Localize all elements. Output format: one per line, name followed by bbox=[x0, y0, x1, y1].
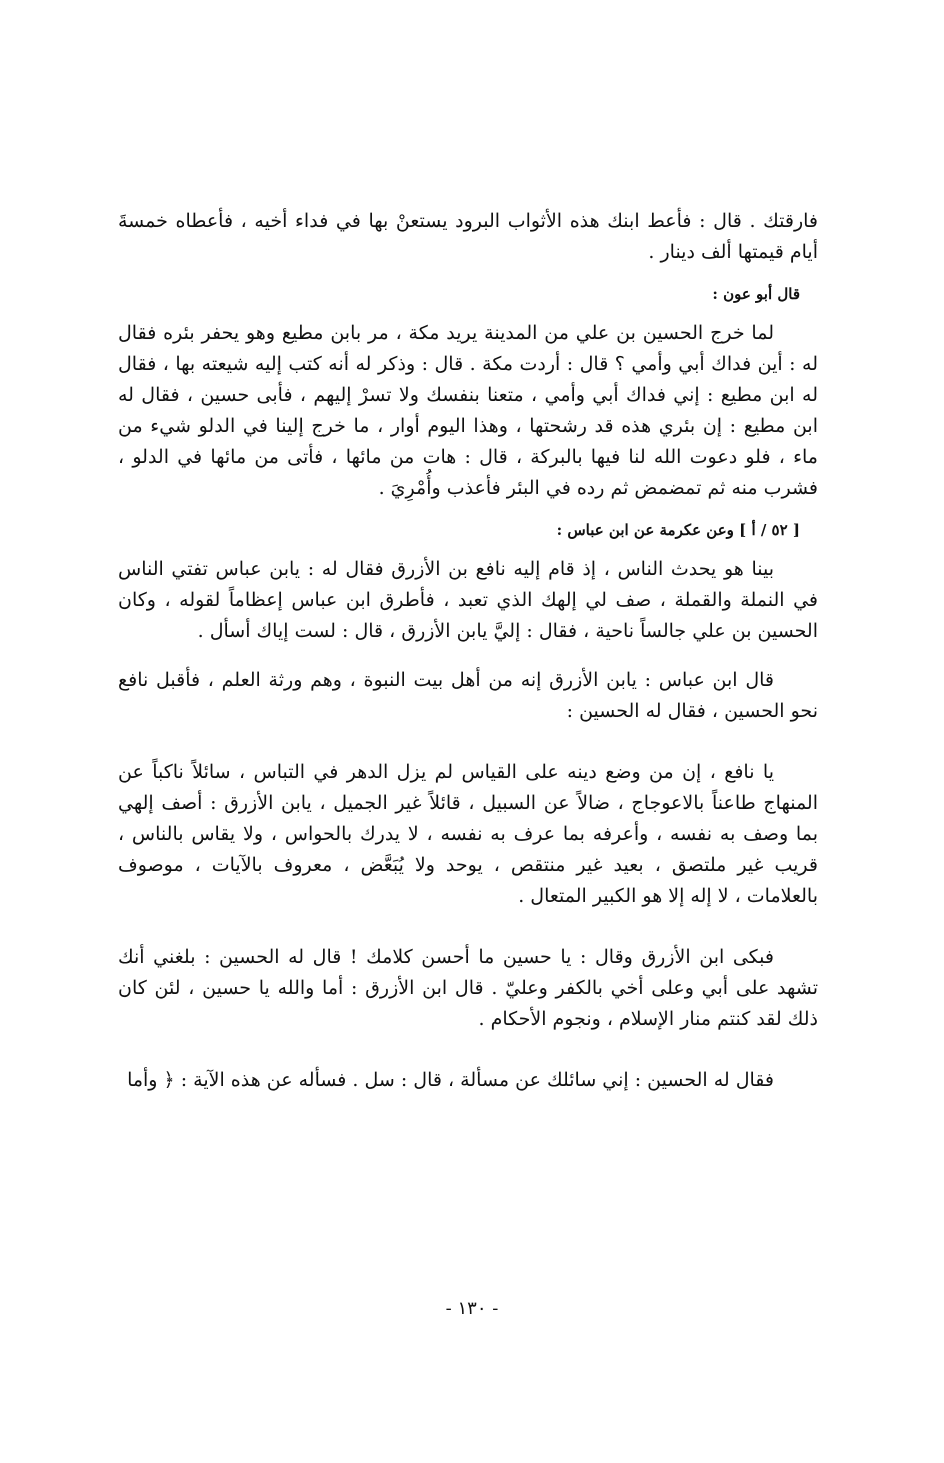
paragraph-ibn-abbas-reply: قال ابن عباس : يابن الأزرق إنه من أهل بيت النبوة ، وهم ورثة العلم ، فأقبل نافع نحو الحسين ، فقال له الحسين : bbox=[118, 669, 818, 722]
heading-ikrima: [ ٥٢ / أ ] وعن عكرمة عن ابن عباس : bbox=[556, 521, 800, 539]
paragraph-husayn-answer: يا نافع ، إن من وضع دينه على القياس لم يزل الدهر في التباس ، سائلاً ناكباً عن المنهاج طاعناً بالاعوجاج ، ضالاً عن السبيل ، قائلاً غير الجميل ، يابن الأزرق : أصف إلهي بما وصف به نفسه ، وأعرفه بما عرف به نفسه ، لا يدرك بالحواس ، ولا يقاس بالناس ، قريب غير ملتصق ، بعيد غير منتقص ، يوحد ولا يُبَعَّض ، معروف بالآيات ، موصوف بالعلامات ، لا إله إلا هو الكبير المتعال . bbox=[118, 761, 818, 907]
page-number: - ١٣٠ - bbox=[445, 1298, 499, 1319]
page-body bbox=[118, 206, 818, 1096]
paragraph-ibn-azraq-weeps: فبكى ابن الأزرق وقال : يا حسين ما أحسن كلامك ! قال له الحسين : بلغني أنك تشهد على أبي وعلى أخي بالكفر وعليّ . قال ابن الأزرق : أما والله يا حسين ، لئن كان ذلك لقد كنتم منار الإسلام ، ونجوم الأحكام . bbox=[118, 946, 818, 1030]
paragraph-ibn-mutee: لما خرج الحسين بن علي من المدينة يريد مكة ، مر بابن مطيع وهو يحفر بئره فقال له : أين فداك أبي وأمي ؟ قال : أردت مكة . قال : وذكر له أنه كتب إليه شيعته بها ، فقال له ابن مطيع : إني فداك أبي وأمي ، متعنا بنفسك ولا تسرْ إليهم ، فأبى حسين ، فقال له ابن مطيع : إن بئري هذه قد رشحتها ، وهذا اليوم أوار ، ما خرج إلينا في الدلو شيء من ماء ، فلو دعوت الله لنا فيها بالبركة ، قال : هات من مائها ، فأتى من مائها في الدلو ، فشرب منه ثم تمضمض ثم رده في البئر فأعذب وأُمْرِيَ . bbox=[118, 322, 818, 499]
paragraph-question: فقال له الحسين : إني سائلك عن مسألة ، قال : سل . فسأله عن هذه الآية : ﴿ وأما bbox=[127, 1069, 774, 1091]
paragraph-opening: فارقتك . قال : فأعط ابنك هذه الأثواب البرود يستعنْ بها في فداء أخيه ، فأعطاه خمسةَ أيام قيمتها ألف دينار . bbox=[118, 210, 818, 263]
heading-abu-aoun: قال أبو عون : bbox=[712, 285, 800, 303]
paragraph-nafi-question: بينا هو يحدث الناس ، إذ قام إليه نافع بن الأزرق فقال له : يابن عباس تفتي الناس في النملة والقملة ، صف لي إلهك الذي تعبد ، فأطرق ابن عباس إعظاماً لقوله ، وكان الحسين بن علي جالساً ناحية ، فقال : إليَّ يابن الأزرق ، قال : لست إياك أسأل . bbox=[118, 558, 818, 642]
